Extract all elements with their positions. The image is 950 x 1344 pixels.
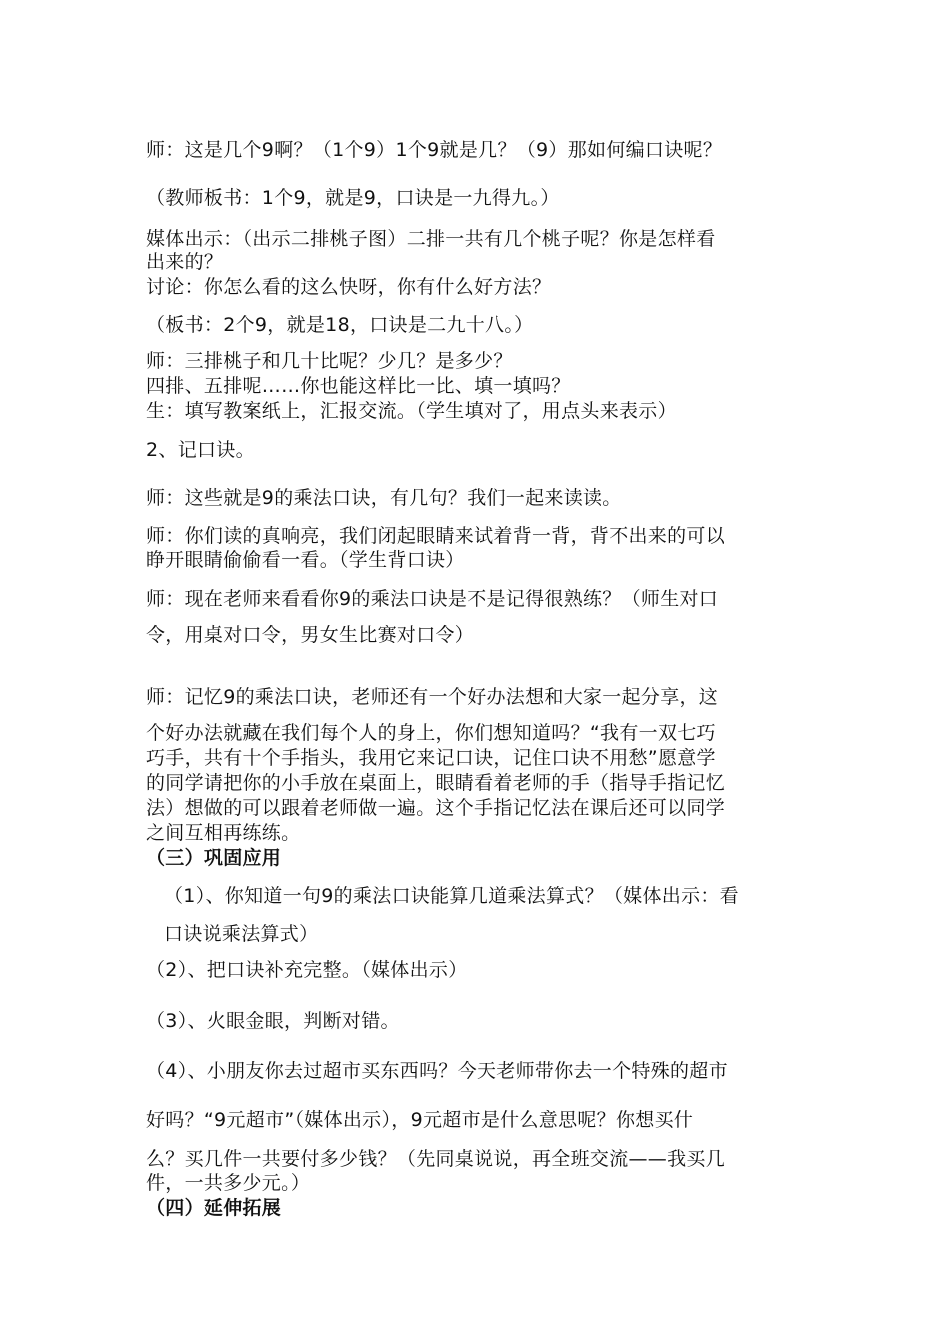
paragraph-line: 师：这些就是9的乘法口诀，有几句？我们一起来读读。 [146, 487, 622, 509]
paragraph-line: 好吗？“9元超市”（媒体出示），9元超市是什么意思呢？你想买什 [146, 1109, 694, 1131]
paragraph-line: 讨论：你怎么看的这么快呀，你有什么好方法？ [146, 276, 552, 298]
paragraph-line: （3）、火眼金眼，判断对错。 [146, 1010, 400, 1032]
paragraph-line: 件，一共多少元。） [146, 1172, 311, 1194]
paragraph-line: 生：填写教案纸上，汇报交流。（学生填对了，用点头来表示） [146, 400, 677, 422]
paragraph-line: 令，用桌对口令，男女生比赛对口令） [146, 624, 475, 646]
paragraph-line: 师：现在老师来看看你9的乘法口诀是不是记得很熟练？（师生对口 [146, 588, 719, 610]
paragraph-line: 2、记口诀。 [146, 439, 255, 461]
paragraph-line: 的同学请把你的小手放在桌面上，眼睛看着老师的手（指导手指记忆 [146, 772, 726, 794]
paragraph-line: 出来的？ [146, 251, 224, 273]
paragraph-line: 个好办法就藏在我们每个人的身上，你们想知道吗？“我有一双七巧 [146, 722, 716, 744]
paragraph-line: 么？买几件一共要付多少钱？（先同桌说说，再全班交流——我买几 [146, 1148, 726, 1170]
section-heading: （四）延伸拓展 [146, 1197, 282, 1219]
paragraph-line: 口诀说乘法算式） [164, 923, 319, 945]
paragraph-line: 师：记忆9的乘法口诀，老师还有一个好办法想和大家一起分享，这 [146, 686, 719, 708]
paragraph-line: 师：这是几个9啊？（1个9）1个9就是几？（9）那如何编口诀呢？ [146, 139, 723, 161]
paragraph-line: （4）、小朋友你去过超市买东西吗？今天老师带你去一个特殊的超市 [146, 1060, 728, 1082]
paragraph-line: （2）、把口诀补充完整。（媒体出示） [146, 959, 468, 981]
paragraph-line: 媒体出示：（出示二排桃子图）二排一共有几个桃子呢？你是怎样看 [146, 228, 716, 250]
section-heading: （三）巩固应用 [146, 847, 282, 869]
paragraph-line: 四排、五排呢……你也能这样比一比、填一填吗？ [146, 375, 571, 397]
paragraph-line: 巧手，共有十个手指头，我用它来记口诀，记住口诀不用愁”愿意学 [146, 747, 716, 769]
paragraph-line: 之间互相再练练。 [146, 822, 301, 844]
paragraph-line: （1）、你知道一句9的乘法口诀能算几道乘法算式？（媒体出示：看 [164, 885, 739, 907]
paragraph-line: （板书：2个9，就是18，口诀是二九十八。） [146, 314, 534, 336]
paragraph-line: （教师板书：1个9，就是9，口诀是一九得九。） [146, 187, 560, 209]
paragraph-line: 师：你们读的真响亮，我们闭起眼睛来试着背一背，背不出来的可以 [146, 525, 726, 547]
paragraph-line: 师：三排桃子和几十比呢？少几？是多少？ [146, 350, 513, 372]
paragraph-line: 睁开眼睛偷偷看一看。（学生背口诀） [146, 549, 465, 571]
paragraph-line: 法）想做的可以跟着老师做一遍。这个手指记忆法在课后还可以同学 [146, 797, 726, 819]
